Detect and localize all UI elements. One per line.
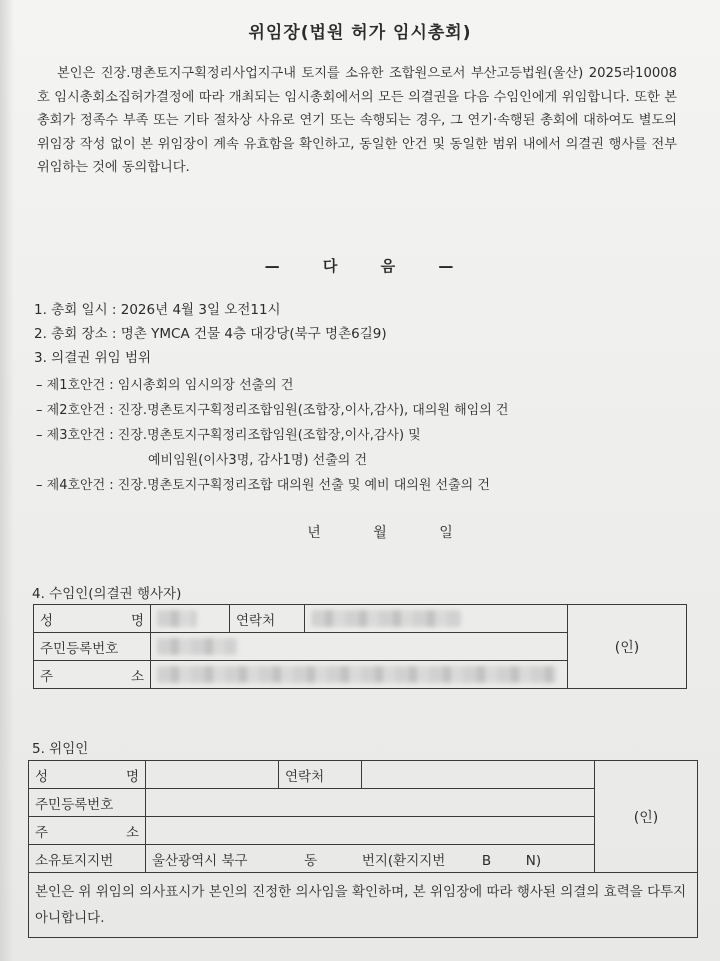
- page-edge-shadow: [0, 0, 14, 961]
- agenda-item: – 제1호안건 : 임시총회의 임시의장 선출의 건: [36, 378, 294, 393]
- land-city: 울산광역시 북구: [152, 852, 248, 869]
- principal-table: [28, 760, 698, 938]
- land-lot: 번지(환지지번: [361, 852, 446, 869]
- document-title: 위임장(법원 허가 임시총회): [248, 23, 472, 43]
- principal-section-title: 5. 위임인: [32, 741, 89, 757]
- principal-name-label: 성 명: [29, 761, 146, 789]
- body-text: 본인은 진장.명촌토지구획정리사업지구내 토지를 소유한 조합원으로서 부산고등법원(울산) 2025라10008호 임시총회소집허가결정에 따라 개최되는 임시총회에서의 모든 의결권을 다음 수임인에게 위임합니다. 또한 본 총회가 정족수 부족 또는 기타 절차상 사유로 연기 또는 속행되는 경우, 그 연기·속행된 총회에 대하여도 별도의 위임장 작성 없이 본 위임장이 계속 유효함을 확인하고, 동일한 안건 및 동일한 범위 내에서 의결권 행사를 전부 위임하는 것에 동의합니다.: [37, 66, 677, 175]
- scope-heading: 3. 의결권 위임 범위: [34, 350, 152, 366]
- principal-contact-label: 연락처: [279, 761, 362, 789]
- meeting-date: 1. 총회 일시 : 2026년 4월 3일 오전11시: [34, 302, 281, 318]
- proxy-address-value[interactable]: [151, 661, 568, 689]
- principal-address-value[interactable]: [146, 817, 595, 845]
- center-heading: — 다 음 —: [264, 257, 456, 275]
- land-n: N): [525, 852, 542, 869]
- body-paragraph: [37, 62, 677, 180]
- agenda-item-continuation: 예비임원(이사3명, 감사1명) 선출의 건: [148, 453, 368, 468]
- proxy-name-value[interactable]: [151, 605, 230, 633]
- proxy-rrn-value[interactable]: [151, 633, 568, 661]
- agenda-item: – 제3호안건 : 진장.명촌토지구획정리조합임원(조합장,이사,감사) 및: [36, 428, 421, 443]
- principal-consent: 본인은 위 위임의 의사표시가 본인의 진정한 의사임을 확인하며, 본 위임장에 따라 행사된 의결의 효력을 다투지 아니합니다.: [29, 873, 698, 938]
- land-b: B: [481, 852, 492, 869]
- proxy-rrn-label: 주민등록번호: [34, 633, 151, 661]
- principal-contact-value[interactable]: [362, 761, 595, 789]
- principal-land-value[interactable]: [146, 845, 595, 873]
- proxy-name-label: 성 명: [34, 605, 151, 633]
- proxy-table: [33, 604, 687, 689]
- agenda-item: – 제2호안건 : 진장.명촌토지구획정리조합임원(조합장,이사,감사), 대의원 해임의 건: [36, 403, 509, 418]
- agenda-item: – 제4호안건 : 진장.명촌토지구획정리조합 대의원 선출 및 예비 대의원 선출의 건: [36, 478, 490, 493]
- principal-seal: (인): [595, 761, 698, 873]
- proxy-seal: (인): [568, 605, 687, 689]
- principal-land-label: 소유토지지번: [29, 845, 146, 873]
- land-dong: 동: [304, 852, 318, 869]
- proxy-address-label: 주 소: [34, 661, 151, 689]
- meeting-items: [34, 298, 387, 370]
- meeting-place: 2. 총회 장소 : 명촌 YMCA 건물 4층 대강당(북구 명촌6길9): [34, 326, 387, 342]
- principal-name-value[interactable]: [146, 761, 279, 789]
- agenda-list: [36, 373, 508, 498]
- proxy-contact-label: 연락처: [230, 605, 305, 633]
- principal-rrn-value[interactable]: [146, 789, 595, 817]
- signature-date: 년 월 일: [307, 525, 453, 541]
- proxy-contact-value[interactable]: [305, 605, 568, 633]
- principal-address-label: 주 소: [29, 817, 146, 845]
- principal-rrn-label: 주민등록번호: [29, 789, 146, 817]
- proxy-section-title: 4. 수임인(의결권 행사자): [32, 586, 182, 602]
